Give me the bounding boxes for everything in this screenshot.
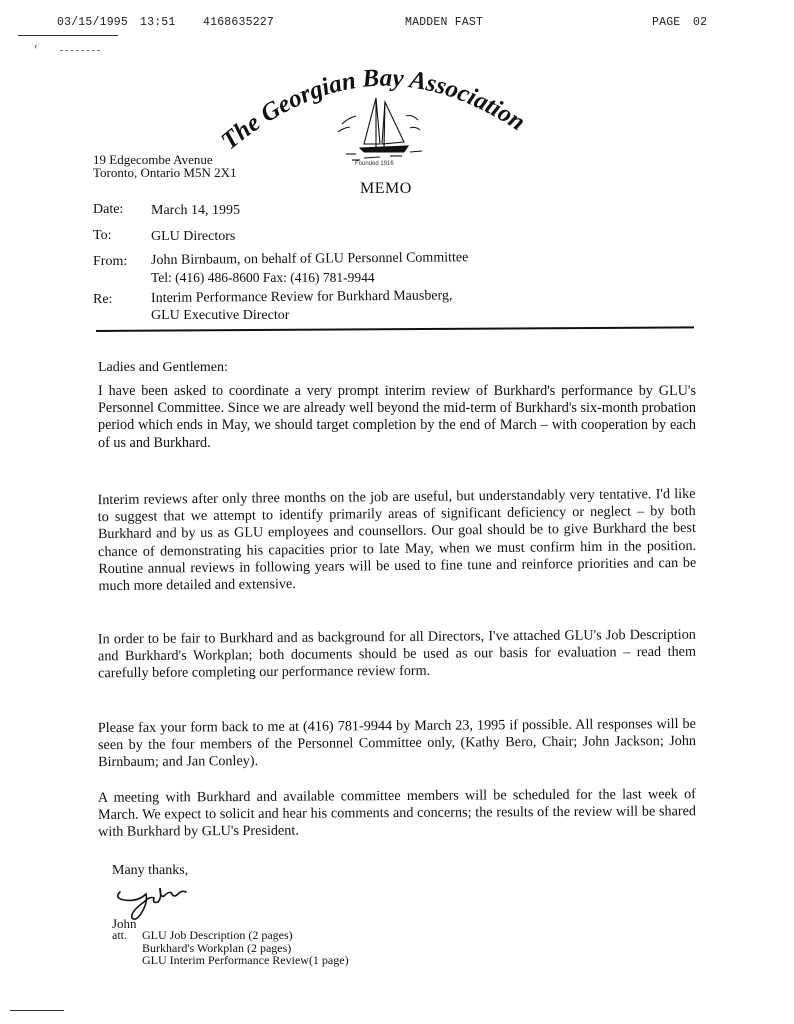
from-value: John Birnbaum, on behalf of GLU Personnel Committee xyxy=(150,250,469,268)
to-value: GLU Directors xyxy=(151,229,236,244)
address-street: 19 Edgecombe Avenue xyxy=(93,152,213,167)
attachment-item: GLU Interim Performance Review(1 page) xyxy=(142,953,349,967)
fax-page-number: 02 xyxy=(693,16,708,29)
address-city: Toronto, Ontario M5N 2X1 xyxy=(93,165,237,180)
attachment-item: Burkhard's Workplan (2 pages) xyxy=(142,940,292,955)
founded-year: Founded 1916 xyxy=(355,161,394,167)
date-label: Date: xyxy=(93,202,124,217)
greeting: Ladies and Gentlemen: xyxy=(98,360,228,375)
signer-name: John xyxy=(112,916,137,931)
fax-artifact-mark: ‹ xyxy=(34,40,38,52)
closing: Many thanks, xyxy=(112,863,189,878)
fax-header-underline xyxy=(18,35,118,36)
paragraph-3: In order to be fair to Burkhard and as background for all Directors, I've attached GLU's Job Description and Burkhard's Workplan; both documents should be used as our basis for evaluation – read them carefully before completing our performance review form. xyxy=(97,626,697,682)
re-value-line2: GLU Executive Director xyxy=(151,308,290,323)
fax-header xyxy=(0,16,794,32)
fax-sender-name: MADDEN FAST xyxy=(405,16,484,29)
fax-time: 13:51 xyxy=(140,16,176,29)
fax-page-label: PAGE xyxy=(652,16,681,29)
date-value: March 14, 1995 xyxy=(151,203,241,218)
from-contact: Tel: (416) 486-8600 Fax: (416) 781-9944 xyxy=(151,270,375,285)
paragraph-5: A meeting with Burkhard and available committee members will be scheduled for the last week of March. We expect to solicit and hear his comments and concerns; the results of the review will be shared with Burkhard by GLU's President. xyxy=(97,786,697,841)
fax-sender-number: 4168635227 xyxy=(203,16,275,29)
attachment-item: GLU Job Description (2 pages) xyxy=(142,928,293,942)
paragraph-1: I have been asked to coordinate a very prompt interim review of Burkhard's performance by GLU's Personnel Committee. Since we are already well beyond the mid-term of Burkhard's six-month probation period which ends in May, we should target completion by the end of March – with cooperation by each of us and Burkhard. xyxy=(98,383,696,451)
to-label: To: xyxy=(93,228,112,243)
document-type-title: MEMO xyxy=(360,180,412,197)
paragraph-4: Please fax your form back to me at (416) 781-9944 by March 23, 1995 if possible. All responses will be seen by the four members of the Personnel Committee only, (Kathy Bero, Chair; John Jackson; John Birnbaum; and Jan Conley). xyxy=(97,715,697,771)
svg-text:The Georgian Bay Association: The Georgian Bay Association xyxy=(216,64,530,156)
fax-footer-line xyxy=(10,1010,64,1011)
re-label: Re: xyxy=(93,292,113,307)
attachments-label: att. xyxy=(112,928,127,942)
fax-artifact-dash xyxy=(60,50,100,52)
from-label: From: xyxy=(93,254,128,269)
paragraph-2: Interim reviews after only three months on the job are useful, but understandably very tentative. I'd like to suggest that we attempt to identify primarily areas of significant deficiency or neglect – by both Burkhard and by us as GLU employees and counsellors. Our goal should be to give Burkhard the best chance of demonstrating his capacities prior to late May, when we must confirm him in the position. Routine annual reviews in following years will be used to fine tune and reinforce priorities and can be much more detailed and extensive. xyxy=(97,485,697,595)
sailboat-logo-icon xyxy=(330,92,430,162)
organization-address xyxy=(93,153,237,179)
fax-date: 03/15/1995 xyxy=(57,16,129,29)
header-divider xyxy=(96,326,694,332)
re-value-line1: Interim Performance Review for Burkhard Mausberg, xyxy=(150,288,453,306)
